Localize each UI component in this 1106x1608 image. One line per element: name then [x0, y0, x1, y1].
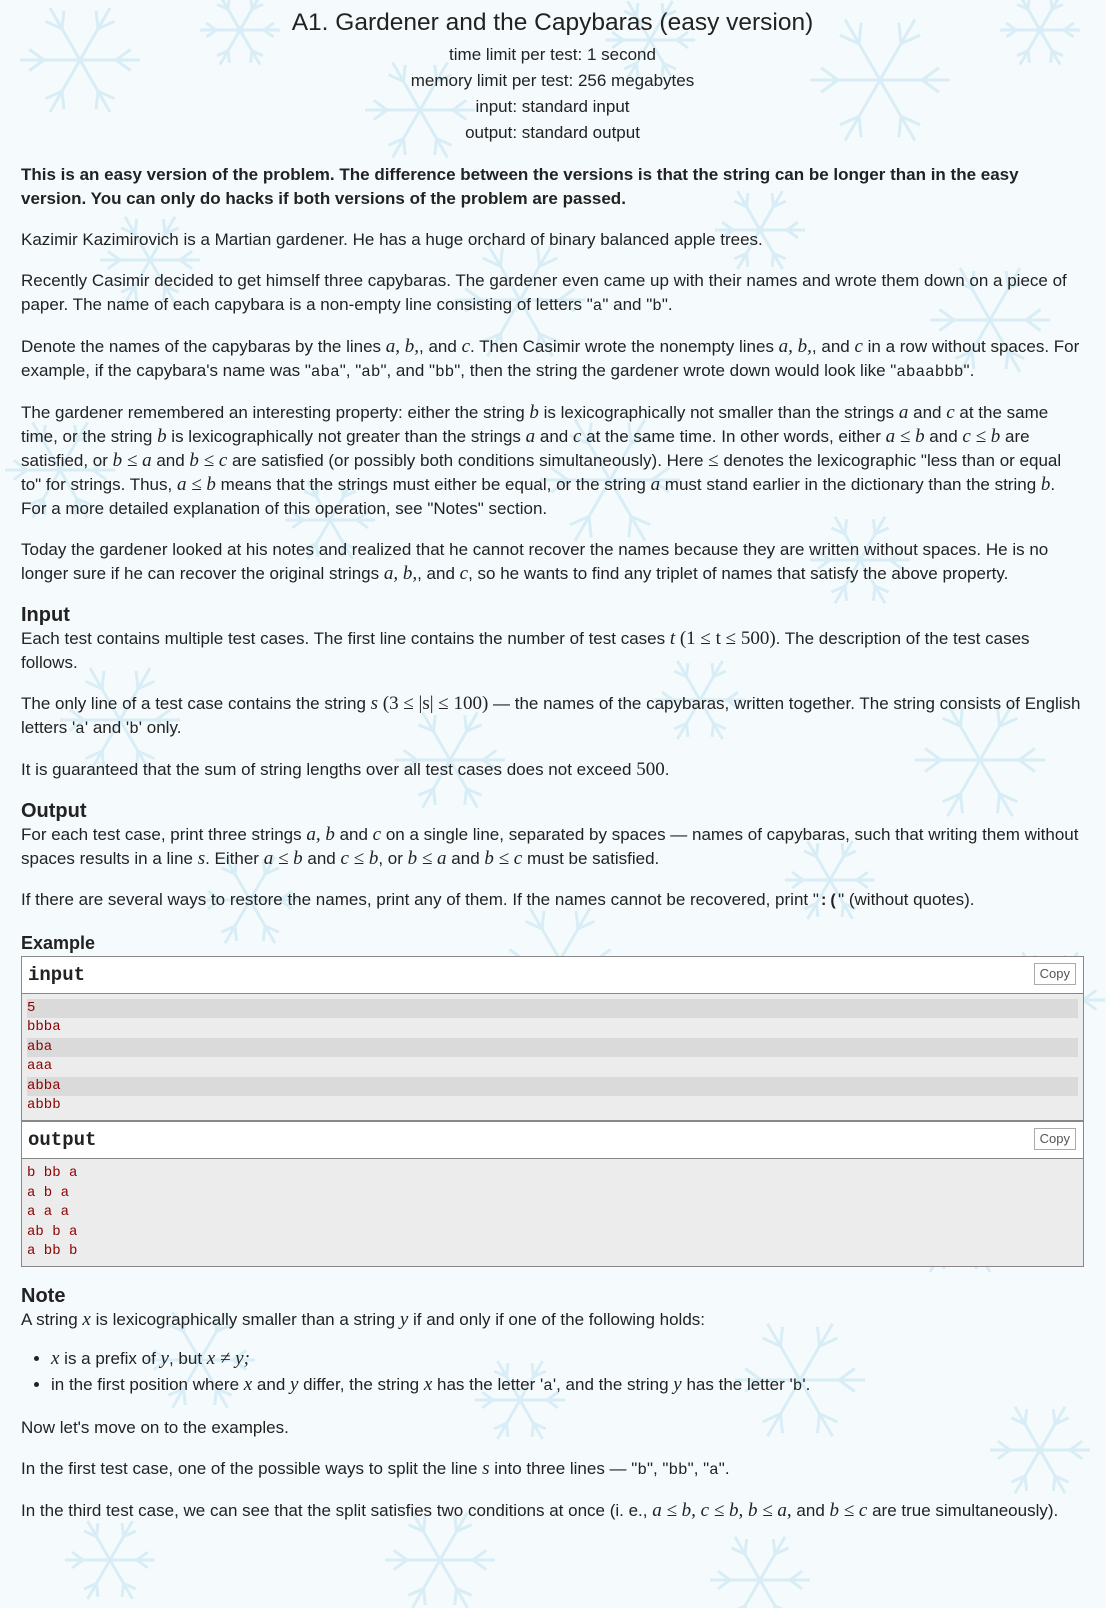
problem-limits: [21, 42, 1084, 146]
input-line: 5: [27, 999, 1078, 1018]
note-section-title: Note: [21, 1285, 66, 1308]
input-line: aba: [27, 1038, 1078, 1057]
input-paragraph-3: It is guaranteed that the sum of string lengths over all test cases does not exceed 500.: [21, 759, 670, 780]
note-list-item: • in the first position where x and y differ, the string x has the letter 'a', and the string y has the letter 'b'.: [51, 1372, 1084, 1399]
input-paragraph-2: The only line of a test case contains the string s (3 ≤ |s| ≤ 100) — the names of the capybaras, written together. The string consists of English letters 'a' and 'b' only.: [21, 693, 1081, 738]
example-title: Example: [21, 933, 96, 953]
note-list: [21, 1346, 1084, 1399]
time-limit: time limit per test: 1 second: [449, 45, 656, 64]
input-line: abba: [27, 1077, 1078, 1096]
example-input-label: input: [28, 964, 86, 986]
note-paragraph-1: A string x is lexicographically smaller than a string y if and only if one of the following holds:: [21, 1309, 706, 1331]
output-line: a b a: [27, 1184, 1078, 1203]
problem-title: A1. Gardener and the Capybaras (easy version): [291, 9, 814, 36]
output-line: a bb b: [27, 1242, 1078, 1261]
input-line: aaa: [27, 1057, 1078, 1076]
output-section-title: Output: [21, 800, 87, 822]
legend-paragraph-3: Denote the names of the capybaras by the lines a, b,, and c. Then Casimir wrote the nonempty lines a, b,, and c in a row without spaces. For example, if the capybara's name was "aba", "ab", and "bb", then the string the gardener wrote down would look like "abaabbb".: [21, 336, 1080, 381]
output-source: output: standard output: [465, 123, 640, 142]
output-line: b bb a: [27, 1164, 1078, 1183]
example-output-box: [21, 1121, 1084, 1267]
example-input-box: [21, 956, 1084, 1121]
input-line: abbb: [27, 1096, 1078, 1115]
note-paragraph-4: In the third test case, we can see that the split satisfies two conditions at once (i. e., a ≤ b, c ≤ b, b ≤ a, and b ≤ c are true simultaneously).: [21, 1500, 1059, 1522]
output-paragraph-2: If there are several ways to restore the names, print any of them. If the names cannot be recovered, print ":(" (without quotes).: [21, 890, 975, 910]
example-output-header: [22, 1122, 1083, 1159]
example-input-body: [22, 994, 1083, 1120]
output-line: ab b a: [27, 1223, 1078, 1242]
input-line: bbba: [27, 1018, 1078, 1037]
legend-paragraph-1: Kazimir Kazimirovich is a Martian gardener. He has a huge orchard of binary balanced apple trees.: [21, 230, 763, 249]
example-input-header: [22, 957, 1083, 994]
input-paragraph-1: Each test contains multiple test cases. The first line contains the number of test cases t (1 ≤ t ≤ 500). The description of the test cases follows.: [21, 628, 1030, 672]
output-paragraph-1: For each test case, print three strings a, b and c on a single line, separated by spaces — names of capybaras, such that writing them without spaces results in a line s. Either a ≤ b and c ≤ b, or b ≤ a and b ≤ c must be satisfied.: [21, 824, 1079, 869]
input-source: input: standard input: [475, 97, 630, 116]
legend-paragraph-5: Today the gardener looked at his notes and realized that he cannot recover the names because they are written without spaces. He is no longer sure if he can recover the original strings a, b,, and c, so he wants to find any triplet of names that satisfy the above property.: [21, 540, 1049, 584]
copy-output-button[interactable]: Copy: [1034, 1128, 1076, 1150]
version-notice: This is an easy version of the problem. The difference between the versions is that the string can be longer than in the easy version. You can only do hacks if both versions of the problem are passed.: [21, 165, 1019, 208]
legend-paragraph-4: The gardener remembered an interesting property: either the string b is lexicographically not smaller than the strings a and c at the same time, or the string b is lexicographically not greater than the strings a and c at the same time. In other words, either a ≤ b and c ≤ b are satisfied, or b ≤ a and b ≤ c are satisfied (or possibly both conditions simultaneously). Here ≤ denotes the lexicographic "less than or equal to" for strings. Thus, a ≤ b means that the strings must either be equal, or the string a must stand earlier in the dictionary than the string b. For a more detailed explanation of this operation, see "Notes" section.: [21, 402, 1062, 518]
example-output-label: output: [28, 1129, 97, 1152]
note-paragraph-3: In the first test case, one of the possible ways to split the line s into three lines — "b", "bb", "a".: [21, 1458, 730, 1480]
copy-input-button[interactable]: Copy: [1034, 963, 1076, 985]
example-output-body: [22, 1159, 1083, 1266]
note-list-item: • x is a prefix of y, but x ≠ y;: [51, 1346, 1084, 1372]
memory-limit: memory limit per test: 256 megabytes: [410, 71, 695, 90]
output-line: a a a: [27, 1203, 1078, 1222]
legend-paragraph-2: Recently Casimir decided to get himself three capybaras. The gardener even came up with their names and wrote them down on a piece of paper. The name of each capybara is a non-empty line consisting of letters "a" and "b".: [21, 271, 1067, 315]
input-section-title: Input: [21, 604, 70, 626]
note-paragraph-2: Now let's move on to the examples.: [21, 1418, 289, 1438]
